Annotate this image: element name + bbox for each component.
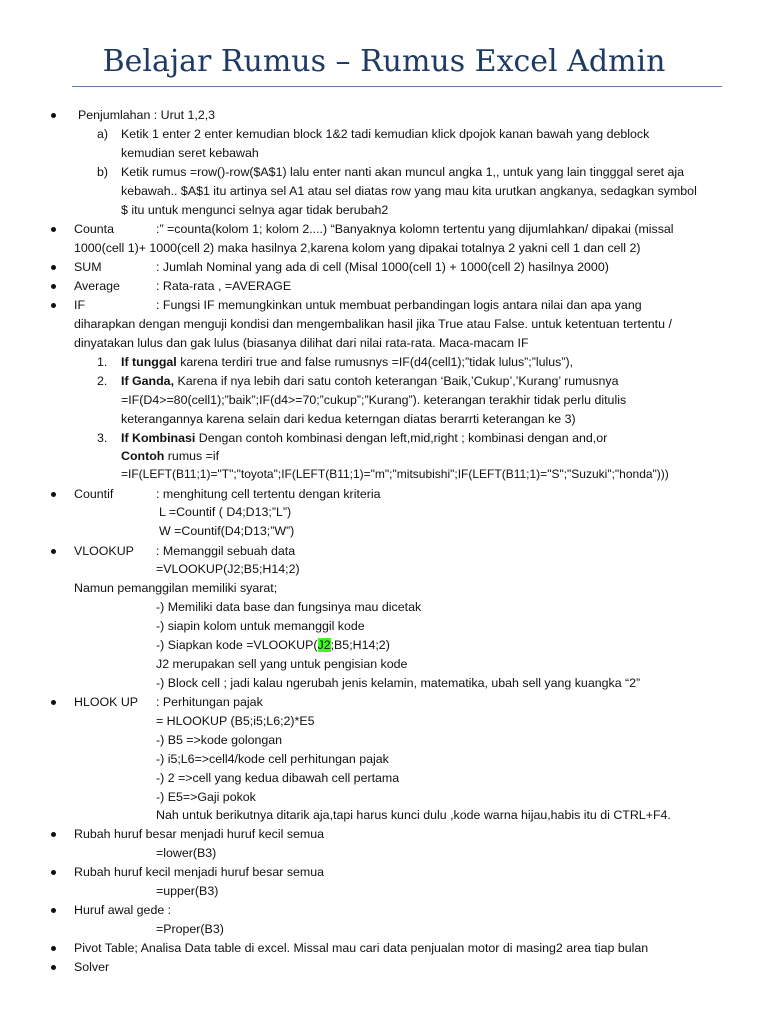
penjumlahan-heading: Penjumlahan : Urut 1,2,3 [78,108,216,122]
bullet-icon [50,258,58,276]
contoh-desc: rumus =if [164,449,220,463]
countif-formula-l: L =Countif ( D4;D13;”L”) [159,505,292,519]
upper-text: Rubah huruf kecil menjadi huruf besar semua [74,865,325,879]
hlookup-label: HLOOK UP [74,695,139,709]
if-kombinasi-desc: Dengan contoh kombinasi dengan left,mid,right ; kombinasi dengan and,or [195,431,608,445]
counta-label: Counta [74,222,114,236]
if-tunggal-line [121,353,573,371]
hlookup-text: : Perhitungan pajak [156,695,263,709]
bullet-icon [50,825,58,843]
list-marker-b: b) [97,165,109,179]
title-underline [72,86,722,87]
list-marker-3: 3. [97,431,108,445]
average-label: Average [74,279,120,293]
hlookup-formula: = HLOOKUP (B5;i5;L6;2)*E5 [156,714,315,728]
bullet-icon [50,901,58,919]
sum-label: SUM [74,260,102,274]
if-line3: dinyatakan lulus dan gak lulus (biasanya dilihat dari nilai rata-rata. Maca-macam IF [74,336,529,350]
bullet-icon [50,220,58,238]
if-kombinasi-line2 [121,447,219,465]
penjumlahan-b-line3: $ itu untuk mengunci selnya agar tidak berubah2 [121,203,389,217]
bullet-icon [50,939,58,957]
bullet-icon [50,277,58,295]
penjumlahan-a-line2: kemudian seret kebawah [121,146,259,160]
countif-text: : menghitung cell tertentu dengan kriteria [156,487,381,501]
counta-line2: 1000(cell 1)+ 1000(cell 2) maka hasilnya 2,karena kolom yang dipakai totalnya 2 yakni cell 1 dan cell 2) [74,241,641,255]
list-marker-1: 1. [97,355,108,369]
contoh-term: Contoh [121,449,165,463]
vlookup-syarat-3 [156,636,390,654]
bullet-icon [50,106,58,124]
hlookup-note: Nah untuk berikutnya ditarik aja,tapi harus kunci dulu ,kode warna hijau,habis itu di CTRL+F4. [156,808,671,822]
bullet-icon [50,296,58,314]
if-kombinasi-term: If Kombinasi [121,431,196,445]
highlighted-cell-ref: J2 [317,638,331,652]
counta-line1: :” =counta(kolom 1; kolom 2....) “Banyaknya kolomn tertentu yang dijumlahkan/ dipakai (missal [156,222,674,236]
vlookup-text: : Memanggil sebuah data [156,544,296,558]
proper-text: Huruf awal gede : [74,903,172,917]
countif-formula-w: W =Countif(D4;D13;”W”) [159,524,295,538]
bullet-icon [50,542,58,560]
if-ganda-desc: Karena if nya lebih dari satu contoh keterangan ‘Baik,’Cukup’,’Kurang’ rumusnya [174,374,619,388]
countif-label: Countif [74,487,114,501]
vlookup-syarat-4: J2 merupakan sell yang untuk pengisian kode [156,657,408,671]
solver-text: Solver [74,960,110,974]
if-ganda-line1 [121,372,619,390]
sum-text: : Jumlah Nominal yang ada di cell (Misal 1000(cell 1) + 1000(cell 2) hasilnya 2000) [156,260,609,274]
lower-text: Rubah huruf besar menjadi huruf kecil semua [74,827,325,841]
list-marker-a: a) [97,127,109,141]
if-tunggal-term: If tunggal [121,355,177,369]
upper-formula: =upper(B3) [156,884,219,898]
vlookup-syarat-1: -) Memiliki data base dan fungsinya mau dicetak [156,600,422,614]
if-line2: diharapkan dengan menguji kondisi dan mengembalikan hasil jika True atau False. untuk ketentuan tertentu / [74,317,672,331]
hlookup-param-1: -) B5 =>kode golongan [156,733,283,747]
if-ganda-line3: keterangannya karena selain dari kedua keterngan diatas berarrti keterangan ke 3) [121,412,576,426]
proper-formula: =Proper(B3) [156,922,224,936]
hlookup-param-4: -) E5=>Gaji pokok [156,790,256,804]
if-ganda-line2: =IF(D4>=80(cell1);”baik”;IF(d4>=70;”cukup”;”Kurang”). keterangan terakhir tidak perlu ditulis [121,393,627,407]
page-title: Belajar Rumus – Rumus Excel Admin [102,44,666,79]
pivot-text: Pivot Table; Analisa Data table di excel. Missal mau cari data penjualan motor di masing2 area tiap bulan [74,941,649,955]
hlookup-param-2: -) i5;L6=>cell4/kode cell perhitungan pajak [156,752,389,766]
if-line1: : Fungsi IF memungkinkan untuk membuat perbandingan logis antara nilai dan apa yang [156,298,642,312]
vlookup-syarat-2: -) siapin kolom untuk memanggil kode [156,619,365,633]
penjumlahan-a-line1: Ketik 1 enter 2 enter kemudian block 1&2 tadi kemudian klick dpojok kanan bawah yang deblock [121,127,650,141]
vlookup-syarat-5: -) Block cell ; jadi kalau ngerubah jenis kelamin, matematika, ubah sell yang kuangka “2” [156,676,641,690]
bullet-icon [50,693,58,711]
if-ganda-term: If Ganda, [121,374,175,388]
bullet-icon [50,863,58,881]
bullet-icon [50,958,58,976]
if-kombinasi-formula: =IF(LEFT(B11;1)="T";"toyota";IF(LEFT(B11;1)="m";"mitsubishi";IF(LEFT(B11;1)="S";"Suzuki";"honda"))) [121,467,669,481]
vlookup-syarat-3-pre: -) Siapkan kode =VLOOKUP( [156,638,318,652]
if-kombinasi-line1 [121,429,607,447]
hlookup-param-3: -) 2 =>cell yang kedua dibawah cell pertama [156,771,400,785]
vlookup-syarat: Namun pemanggilan memiliki syarat; [74,581,278,595]
bullet-icon [50,485,58,503]
penjumlahan-b-line1: Ketik rumus =row()-row($A$1) lalu enter nanti akan muncul angka 1,, untuk yang lain tingggal seret aja [121,165,685,179]
if-label: IF [74,298,86,312]
if-tunggal-desc: karena terdiri true and false rumusnys =IF(d4(cell1);”tidak lulus”;”lulus”), [176,355,574,369]
average-text: : Rata-rata , =AVERAGE [156,279,292,293]
vlookup-label: VLOOKUP [74,544,134,558]
list-marker-2: 2. [97,374,108,388]
penjumlahan-b-line2: kebawah.. $A$1 itu artinya sel A1 atau sel diatas row yang mau kita urutkan angkanya, sedagkan symbol [121,184,697,198]
vlookup-syarat-3-post: ;B5;H14;2) [330,638,390,652]
vlookup-formula: =VLOOKUP(J2;B5;H14;2) [156,562,300,576]
lower-formula: =lower(B3) [156,846,217,860]
